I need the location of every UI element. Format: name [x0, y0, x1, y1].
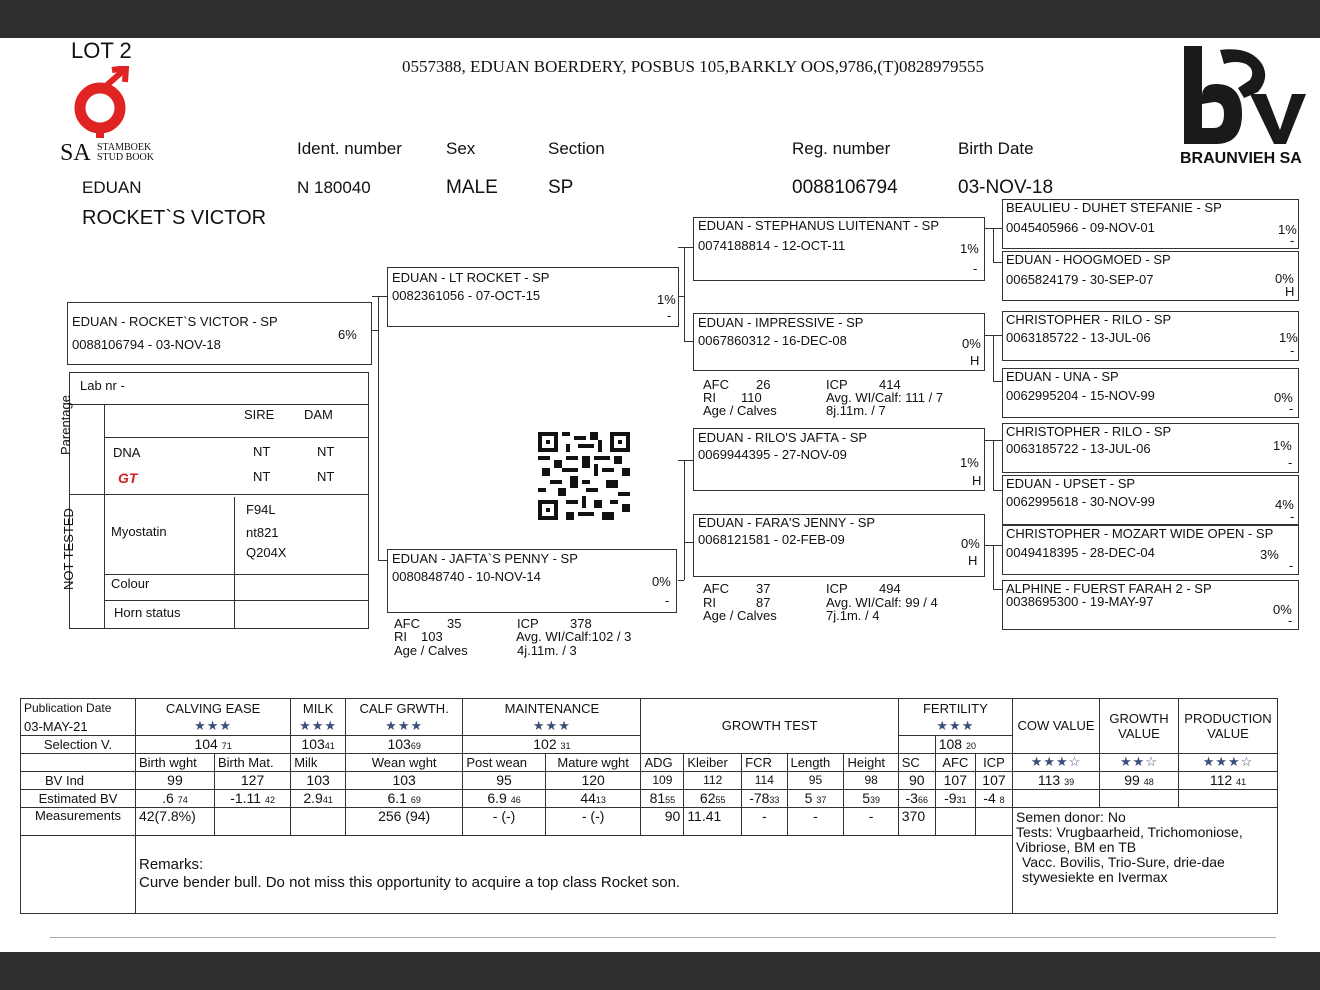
birth-label: Birth Date	[958, 139, 1034, 158]
gt-logo-icon: GT	[118, 470, 138, 486]
reg-label: Reg. number	[792, 139, 891, 158]
lab-sire: SIRE	[244, 407, 275, 422]
pedigree-gg1: BEAULIEU - DUHET STEFANIE - SP 0045405966 - 09-NOV-01 1% -	[1002, 199, 1299, 249]
publication-date-label: Publication Date	[21, 699, 136, 718]
studbook-sa: SA	[60, 140, 91, 166]
pedigree-gg4: EDUAN - UNA - SP 0062995204 - 15-NOV-99 0% -	[1002, 368, 1299, 418]
notes-cell: Semen donor: No Tests: Vrugbaarheid, Trichomoniose, Vibriose, BM en TB Vacc. Bovilis, Trio-Sure, drie-dae stywesiekte en Ivermax	[1013, 807, 1278, 913]
section-label: Section	[548, 139, 605, 158]
colour-label: Colour	[111, 576, 150, 591]
ident-label: Ident. number	[297, 139, 402, 158]
pedigree-dam-sire: EDUAN - RILO'S JAFTA - SP 0069944395 - 27-NOV-09 1% H	[693, 428, 985, 491]
pedigree-sire: EDUAN - LT ROCKET - SP 0082361056 - 07-OCT-15 1% -	[387, 267, 679, 327]
qr-code-icon	[538, 432, 630, 520]
reg-number: 0088106794	[792, 177, 898, 198]
dna-label: DNA	[113, 445, 141, 460]
lab-nr: Lab nr -	[80, 378, 125, 393]
pedigree-sire-sire: EDUAN - STEPHANUS LUITENANT - SP 0074188814 - 12-OCT-11 1% -	[693, 217, 985, 281]
breeding-values-table: Publication Date CALVING EASE MILK CALF GRWTH. MAINTENANCE GROWTH TEST FERTILITY COW VALUE GROWTH VALUE PRODUCTION VALUE 03-MAY-21 ★★★ ★★★ ★★★ ★★★ ★★★ Selection V. 104 71 10341 10369 102 31 108 20 Birth wght Birth Mat. Milk Wean wght Post wean Mature wght ADG Kleiber FCR Length Height SC AFC ICP ★★★☆ ★★☆ ★★★☆ BV Ind 99 127 103 103 95 120 109 112 114 95 98 90 107 107 113 39 99 48 112 41 Estimated BV .6 74 -1.11 42 2.941 6.1 69 6.9 46 4413 8155 6255 -7833 5 37 539 -366 -931 -4 8 Measurements 42(7.8%) 256 (94) - (-) - (-) 90 11.41 - - - 370 Semen donor: No Tests: Vrugbaarheid, Trichomoniose, Vibriose, BM en TB Vacc. Bovilis, Trio-Sure, drie-dae stywesiekte en Ivermax Remarks: Curve bender bull. Do not miss this opportunity to acquire a top class Rocket son.	[20, 698, 1278, 914]
pedigree-dam-dam: EDUAN - FARA'S JENNY - SP 0068121581 - 02-FEB-09 0% H	[693, 514, 985, 577]
lab-dam: DAM	[304, 407, 333, 422]
pedigree-gg3: CHRISTOPHER - RILO - SP 0063185722 - 13-JUL-06 1% -	[1002, 311, 1299, 361]
pedigree-self: EDUAN - ROCKET`S VICTOR - SP 0088106794 - 03-NOV-18 6%	[67, 302, 372, 365]
sex-value: MALE	[446, 177, 498, 198]
animal-name-1: EDUAN	[82, 178, 142, 197]
pedigree-sire-dam: EDUAN - IMPRESSIVE - SP 0067860312 - 16-DEC-08 0% H	[693, 313, 985, 371]
sex-label: Sex	[446, 139, 476, 158]
not-tested-label: NOT TESTED	[61, 508, 76, 590]
pedigree-dam: EDUAN - JAFTA`S PENNY - SP 0080848740 - 10-NOV-14 0% -	[387, 549, 677, 613]
lot-number: LOT 2	[71, 38, 132, 63]
pedigree-gg8: ALPHINE - FUERST FARAH 2 - SP 0038695300 - 19-MAY-97 0% -	[1002, 580, 1299, 630]
pedigree-gg6: EDUAN - UPSET - SP 0062995618 - 30-NOV-99 4% -	[1002, 475, 1299, 525]
owner-info: 0557388, EDUAN BOERDERY, POSBUS 105,BARKLY OOS,9786,(T)0828979555	[402, 57, 985, 76]
bottom-bar	[0, 952, 1320, 990]
birth-date: 03-NOV-18	[958, 177, 1054, 198]
myostatin-label: Myostatin	[111, 524, 167, 539]
ident-number: N 180040	[297, 178, 371, 197]
pedigree-gg2: EDUAN - HOOGMOED - SP 0065824179 - 30-SEP-07 0% H	[1002, 251, 1299, 301]
section-value: SP	[548, 177, 574, 198]
studbook-line2: STUD BOOK	[97, 152, 154, 163]
studbook-logo-icon	[70, 66, 134, 140]
studbook-line1: STAMBOEK	[97, 142, 152, 153]
parentage-label: Parentage	[58, 395, 73, 455]
brand-name: BRAUNVIEH SA	[1180, 150, 1302, 167]
animal-name-2: ROCKET`S VICTOR	[82, 207, 267, 229]
remarks-cell: Remarks: Curve bender bull. Do not miss this opportunity to acquire a top class Rocket son.	[135, 835, 1012, 913]
pedigree-gg5: CHRISTOPHER - RILO - SP 0063185722 - 13-JUL-06 1% -	[1002, 423, 1299, 473]
horn-status-label: Horn status	[114, 605, 181, 620]
pedigree-gg7: CHRISTOPHER - MOZART WIDE OPEN - SP 0049418395 - 28-DEC-04 3% -	[1002, 525, 1299, 575]
braunvieh-logo-icon	[1180, 44, 1306, 148]
top-bar	[0, 0, 1320, 38]
